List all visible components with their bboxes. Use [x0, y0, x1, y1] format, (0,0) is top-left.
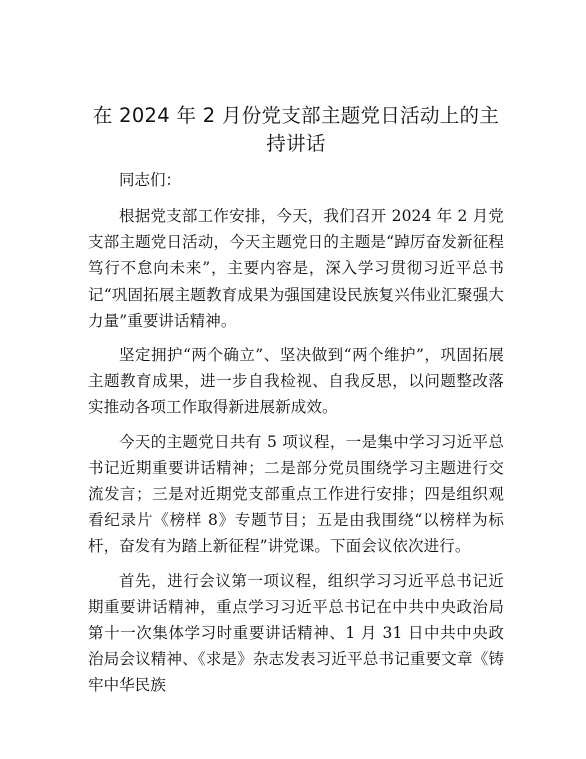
- paragraph-3: 今天的主题党日共有 5 项议程，一是集中学习习近平总书记近期重要讲话精神；二是部分党员围绕学习主题进行交流发言；三是对近期党支部重点工作进行安排；四是组织观看纪录片《榜样 8》专题节目；五是由我围绕“以榜样为标杆，奋发有为踏上新征程”讲党课。下面会议依次进行。: [88, 432, 504, 556]
- greeting: 同志们：: [119, 171, 182, 189]
- paragraph-1: 根据党支部工作安排，今天，我们召开 2024 年 2 月党支部主题党日活动，今天主题党日的主题是“踔厉奋发新征程笃行不怠向未来”，主要内容是，深入学习贯彻习近平总书记“巩固拓展主题教育成果为强国建设民族复兴伟业汇聚强大力量”重要讲话精神。: [88, 207, 504, 330]
- paragraph-2: 坚定拥护“两个确立”、坚决做到“两个维护”，巩固拓展主题教育成果，进一步自我检视、自我反思，以问题整改落实推动各项工作取得新进展新成效。: [88, 346, 504, 417]
- paragraph-4: 首先，进行会议第一项议程，组织学习习近平总书记近期重要讲话精神，重点学习习近平总书记在中共中央政治局第十一次集体学习时重要讲话精神、1 月 31 日中共中央政治局会议精神、《求是》杂志发表习近平总书记重要文章《铸牢中华民族: [88, 571, 504, 695]
- document-title: 在 2024 年 2 月份党支部主题党日活动上的主持讲话: [92, 104, 500, 155]
